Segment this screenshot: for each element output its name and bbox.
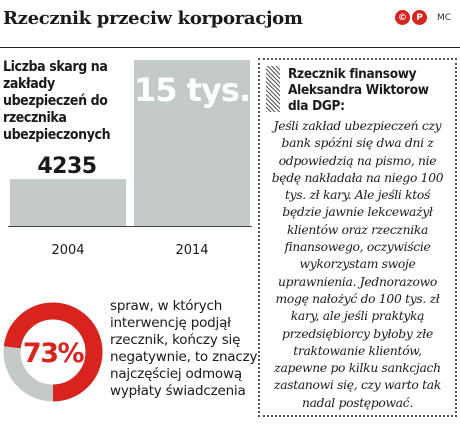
donut-chart <box>3 296 105 408</box>
donut-description: spraw, w których interwencję podjął rzecznik, kończy się negatywnie, to znaczy najczęściej odmową wypłaty świadczenia <box>110 298 258 399</box>
donut-value-label: 73% <box>22 338 84 369</box>
brand-mark-icon: © <box>395 10 410 25</box>
brand-logo <box>395 10 429 25</box>
page-title: Rzecznik przeciw korporacjom <box>3 8 303 29</box>
bar-chart-title: Liczba skarg na zakłady ubezpieczeń do rzecznika ubezpieczonych <box>3 59 111 143</box>
bar-value-label: 4235 <box>37 154 97 180</box>
bar <box>10 179 126 226</box>
quote-heading: Rzecznik finansowy Aleksandra Wiktorow dla DGP: <box>288 66 429 114</box>
bar-chart <box>0 48 255 273</box>
category-tick-label: 2014 <box>175 243 209 258</box>
bar-value-label: 15 tys. <box>133 71 251 109</box>
quote-marker-icon <box>266 66 280 112</box>
quote-box <box>258 58 457 417</box>
brand-mark-icon: P <box>412 10 427 25</box>
quote-text: Jeśli zakład ubezpieczeń czy bank spóźni się dwa dni z odpowiedzią na pismo, nie będę nakładała na niego 100 tys. zł kary. Ale jeśli ktoś będzie jawnie lekceważył klientów oraz rzecznika finansowego, oczywiście wykorzystam swoje uprawnienia. Jednorazowo mogę nałożyć do 100 tys. zł kary, ale jeśli praktyką przedsiębiorcy byłoby złe traktowanie klientów, zapewne po kilku sankcjach zastanowi się, czy warto tak nadal postępować. <box>271 119 444 410</box>
author-credit: MC <box>437 13 452 23</box>
category-tick-label: 2004 <box>51 243 85 258</box>
